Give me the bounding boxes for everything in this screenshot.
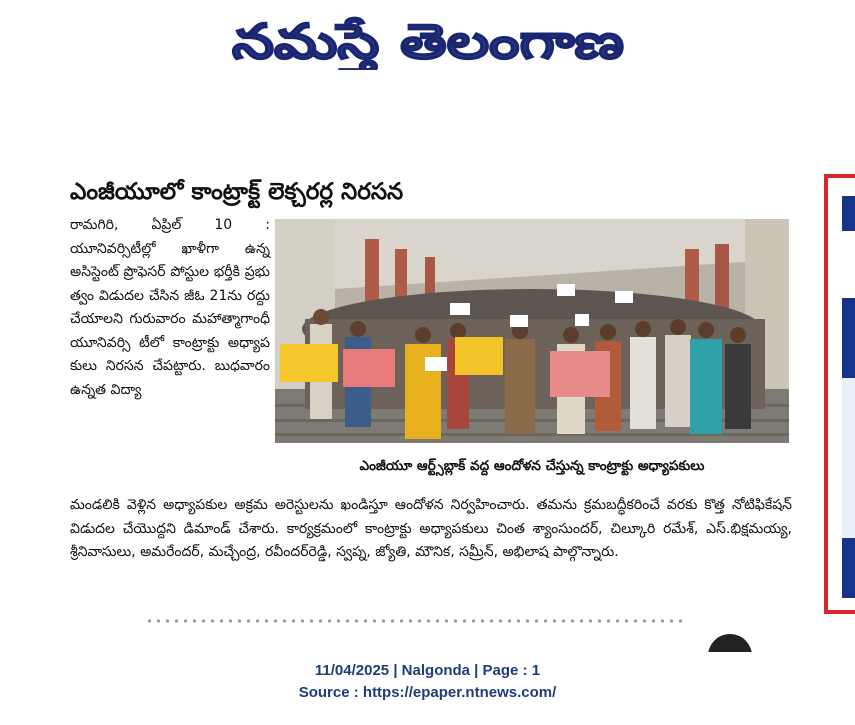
article-body-text bbox=[70, 494, 792, 565]
article-paragraph-start: రామగిరి, ఏప్రిల్ 10 : యూనివర్సిటీల్లో ఖాళీగా ఉన్న అసిస్టెంట్ ప్రొఫెసర్ పోస్టుల భర్తీకి ప్రభు త్వం విడుదల చేసిన జీఓ 21ను రద్దు చేయాలని గురువారం మహాత్మాగాంధీ యూనివర్సి టీలో కాంట్రాక్టు అధ్యాప కులు నిరసన చేపట్టారు. బుధవారం ఉన్నత విద్యా bbox=[70, 217, 270, 398]
dotted-divider bbox=[145, 618, 685, 624]
article-paragraph-continued: మండలికి వెళ్లిన అధ్యాపకుల అక్రమ అరెస్టులను ఖండిస్తూ ఆందోళన నిర్వహించారు. తమను క్రమబద్ధీకరించే వరకు కొత్త నోటిఫికేషన్ విడుదల చేయొద్దని డిమాండ్ చేశారు. కార్యక్రమంలో కాంట్రాక్టు అధ్యాపకులు చింత శ్యాంసుందర్, చిల్కూరి రమేశ్, ఎస్.భిక్షమయ్య, శ్రీనివాసులు, అమరేందర్, మచ్చేంద్ర, రవీందర్‌రెడ్డి, స్వప్న, జ్యోతి, మౌనిక, సమ్రీన్, అభిలాష పాల్గొన్నారు. bbox=[70, 497, 792, 560]
ad-stripe-light bbox=[842, 378, 855, 538]
photo-caption: ఎంజీయూ ఆర్ట్స్‌బ్లాక్ వద్ద ఆందోళన చేస్తున్న కాంట్రాక్టు అధ్యాపకులు bbox=[359, 458, 705, 474]
masthead-title: నమస్తే తెలంగాణ bbox=[232, 14, 547, 70]
side-advertisement bbox=[824, 174, 855, 614]
article-headline: ఎంజీయూలో కాంట్రాక్ట్ లెక్చరర్ల నిరసన bbox=[70, 179, 404, 205]
footer-dateline: 11/04/2025 | Nalgonda | Page : 1 bbox=[314, 662, 541, 679]
article-photo bbox=[275, 219, 789, 443]
newspaper-masthead bbox=[228, 8, 628, 70]
article-column-text bbox=[70, 214, 270, 402]
page-footer bbox=[0, 660, 855, 704]
ad-stripe-top bbox=[842, 196, 855, 231]
footer-source-link[interactable]: Source : https://epaper.ntnews.com/ bbox=[298, 684, 557, 701]
